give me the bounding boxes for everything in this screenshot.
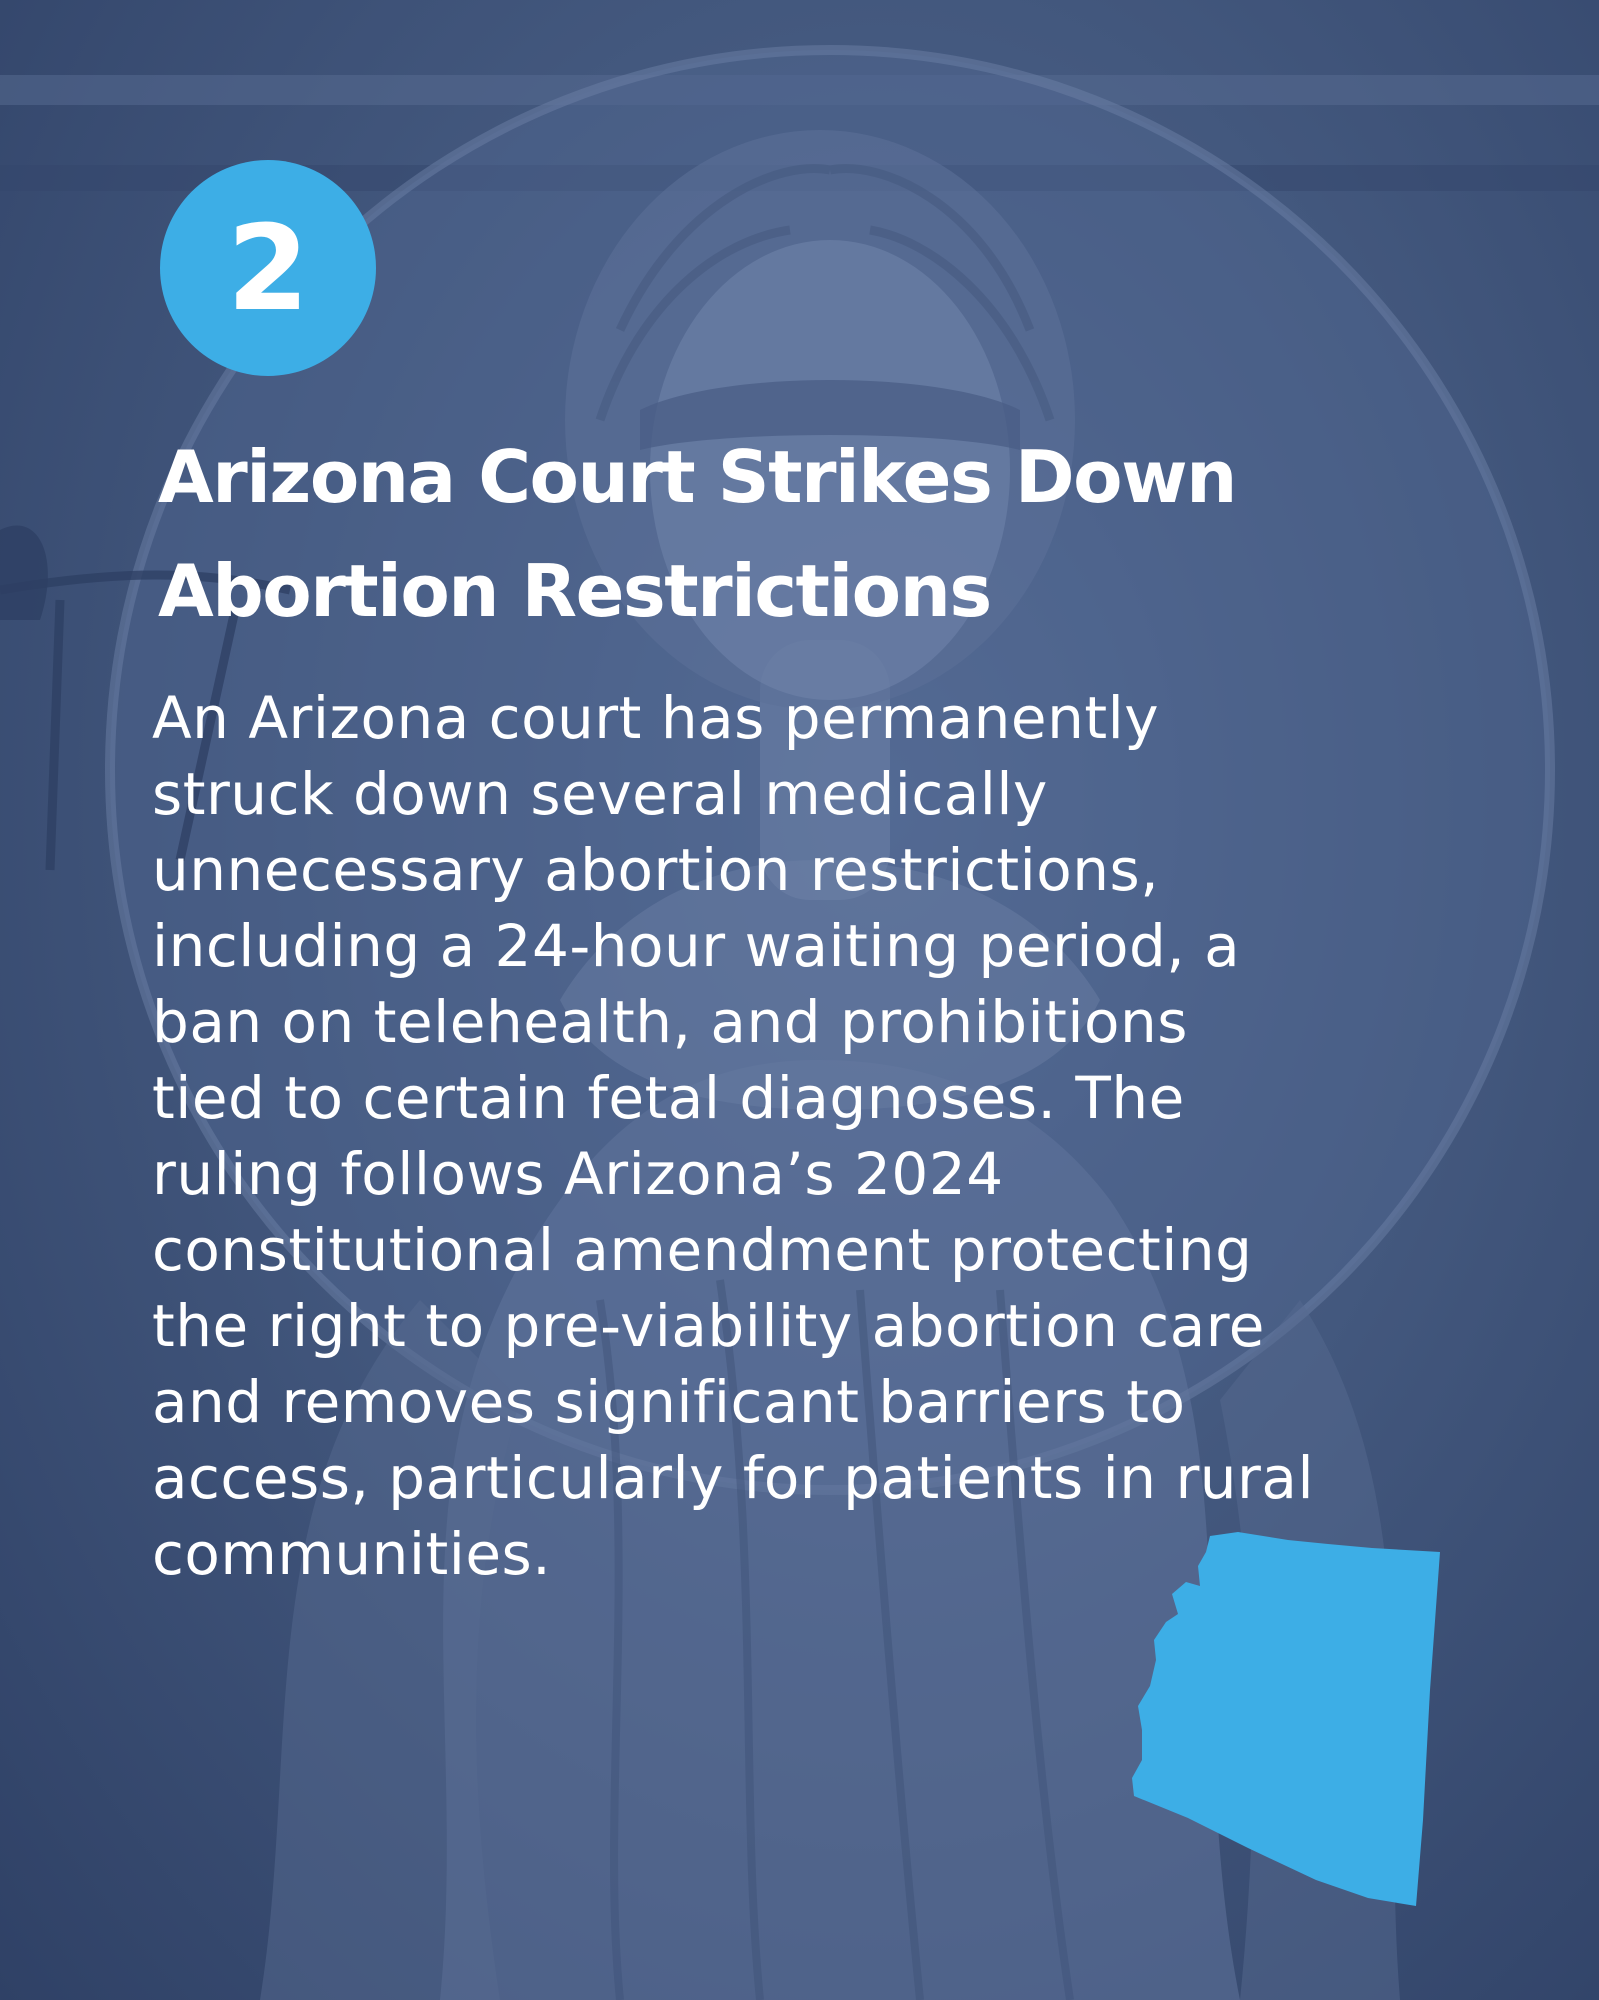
body-line: An Arizona court has permanently	[152, 684, 1160, 752]
body-line: tied to certain fetal diagnoses. The	[152, 1064, 1185, 1132]
body-line: including a 24-hour waiting period, a	[152, 912, 1241, 980]
body-line: and removes significant barriers to	[152, 1368, 1186, 1436]
body-line: constitutional amendment protecting	[152, 1216, 1253, 1284]
body-paragraph	[152, 680, 1452, 1592]
headline-line-2: Abortion Restrictions	[158, 549, 991, 633]
body-line: the right to pre-viability abortion care	[152, 1292, 1265, 1360]
body-line: ruling follows Arizona’s 2024	[152, 1140, 1004, 1208]
arizona-state-silhouette-icon	[1128, 1530, 1440, 1906]
headline	[158, 420, 1338, 648]
body-line: communities.	[152, 1520, 552, 1588]
body-line: unnecessary abortion restrictions,	[152, 836, 1160, 904]
body-line: struck down several medically	[152, 760, 1048, 828]
headline-line-1: Arizona Court Strikes Down	[158, 435, 1236, 519]
body-line: ban on telehealth, and prohibitions	[152, 988, 1188, 1056]
body-line: access, particularly for patients in rural	[152, 1444, 1315, 1512]
step-number-badge: 2	[160, 160, 376, 376]
